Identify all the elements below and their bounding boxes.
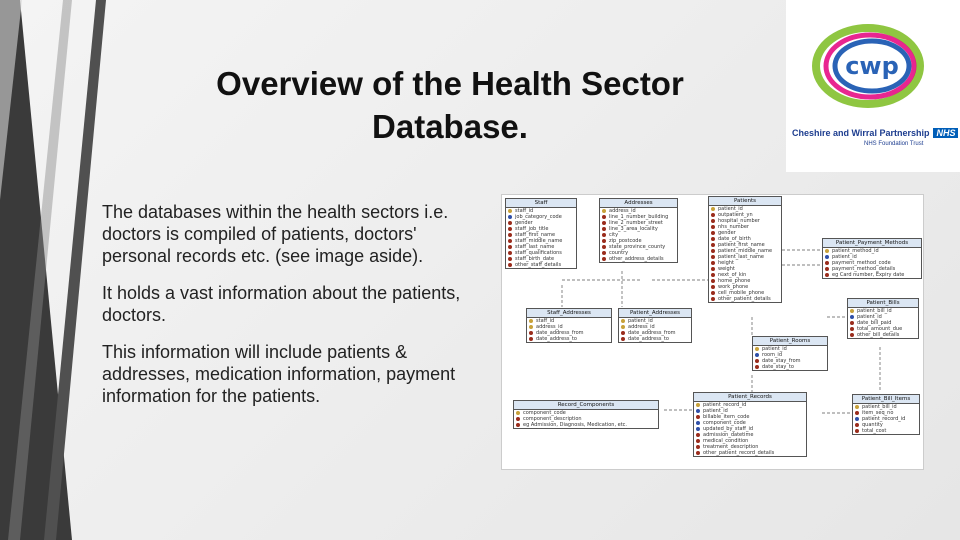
- cwp-logo: [786, 0, 960, 172]
- stripe-diagonal-gray: [44, 0, 106, 540]
- table-patient-addresses: Patient_Addresses patient_id address_id date_address_from date_address_to: [618, 308, 692, 343]
- table-patient-bills: Patient_Bills patient_bill_id patient_id date_bill_paid total_amount_due other_bill_details: [847, 298, 919, 339]
- paragraph-3: This information will include patients & addresses, medication information, payment information for the patients.: [102, 342, 456, 406]
- logo-mark-text: cwp: [845, 52, 899, 80]
- table-addresses: Addresses address_id line_1_number_building line_2_number_street line_3_area_locality city zip_postcode state_province_county country other_address_details: [599, 198, 678, 263]
- title-line-1: Overview of the Health Sector: [216, 65, 684, 102]
- paragraph-2: It holds a vast information about the patients, doctors.: [102, 283, 461, 325]
- table-patient-payment-methods: Patient_Payment_Methods patient_method_id patient_id payment_method_code payment_method_details eg Card number, Expiry date: [822, 238, 922, 279]
- table-record-components: Record_Components component_code component_description eg Admission, Diagnosis, Medication, etc.: [513, 400, 659, 429]
- slide-body: [102, 201, 477, 422]
- table-patient-records: Patient_Records patient_record_id patient_id billable_item_code component_code updated_by_staff_id admission_datetime medical_condition treatment_description other_patient_record_details: [693, 392, 807, 457]
- table-staff-addresses: Staff_Addresses staff_id address_id date_address_from date_address_to: [526, 308, 612, 343]
- table-patient-rooms: Patient_Rooms patient_id room_id date_stay_from date_stay_to: [752, 336, 828, 371]
- title-line-2: Database.: [372, 108, 528, 145]
- table-patient-bill-items: Patient_Bill_Items patient_bill_id item_seq_no patient_record_id quantity total_cost: [852, 394, 920, 435]
- table-staff: Staff staff_id job_category_code gender staff_job_title staff_first_name staff_middle_name staff_last_name staff_qualifications staff_birth_date other_staff_details: [505, 198, 577, 269]
- slide-title: [170, 62, 730, 148]
- logo-org-name: Cheshire and Wirral Partnership NHS: [786, 128, 960, 138]
- cwp-logo-mark: [786, 0, 960, 130]
- paragraph-1: The databases within the health sectors i.e. doctors is compiled of patients, doctors' personal records etc. (see image aside).: [102, 202, 449, 266]
- logo-subtitle: NHS Foundation Trust: [864, 141, 924, 147]
- nhs-badge: NHS: [933, 128, 958, 138]
- erd-diagram: [501, 194, 924, 470]
- table-patients: Patients patient_id outpatient_yn hospital_number nhs_number gender date_of_birth patient_first_name patient_middle_name patient_last_name height weight next_of_kin home_phone work_phone cell_mobile_phone other_patient_details: [708, 196, 782, 303]
